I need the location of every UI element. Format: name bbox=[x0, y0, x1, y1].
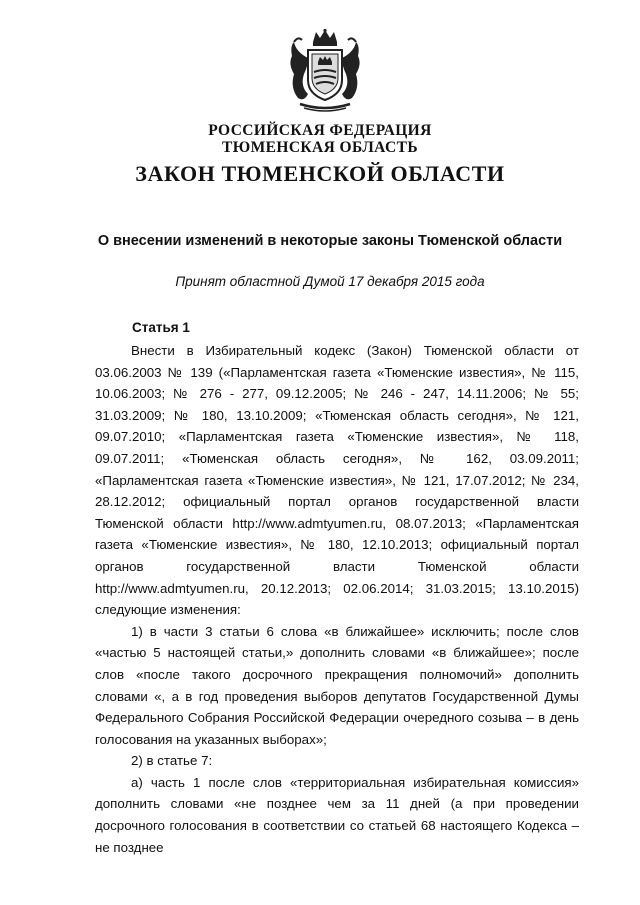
header-country: РОССИЙСКАЯ ФЕДЕРАЦИЯ bbox=[208, 122, 432, 139]
document-title: О внесении изменений в некоторые законы Тюменской области bbox=[97, 233, 563, 249]
coat-of-arms-icon bbox=[286, 28, 364, 112]
article-paragraph: а) часть 1 после слов «территориальная избирательная комиссия» дополнить словами «не позднее чем за 11 дней (а при проведении досрочного голосования в соответствии со статьей 68 настоящего Кодекса – не позднее bbox=[95, 774, 579, 855]
header-region: ТЮМЕНСКАЯ ОБЛАСТЬ bbox=[222, 139, 418, 156]
article-heading: Статья 1 bbox=[132, 320, 190, 335]
article-body bbox=[95, 340, 579, 858]
adoption-note: Принят областной Думой 17 декабря 2015 года bbox=[175, 274, 485, 289]
article-paragraph: 1) в части 3 статьи 6 слова «в ближайшее» исключить; после слов «частью 5 настоящей статьи,» дополнить словами «в ближайшее»; после слов «после такого досрочного прекращения полномочий» дополнить словами «, а в год проведения выборов депутатов Государственной Думы Федерального Собрания Российской Федерации очередного созыва – в день голосования на указанных выборах»; bbox=[95, 623, 579, 747]
article-paragraph: 2) в статье 7: bbox=[131, 753, 213, 769]
header-law-type: ЗАКОН ТЮМЕНСКОЙ ОБЛАСТИ bbox=[135, 161, 505, 186]
article-paragraph: Внести в Избирательный кодекс (Закон) Тюменской области от 03.06.2003 № 139 («Парламентская газета «Тюменские известия», № 115, 10.06.2003; № 276 - 277, 09.12.2005; № 246 - 247, 14.11.2006; № 55; 31.03.2009; № 180, 13.10.2009; «Тюменская область сегодня», № 121, 09.07.2010; «Парламентская газета «Тюменские известия», № 118, 09.07.2011; «Тюменская область сегодня», № 162, 03.09.2011; «Парламентская газета «Тюменские известия», № 121, 17.07.2012; № 234, 28.12.2012; официальный портал органов государственной власти Тюменской области http://www.admtyumen.ru, 08.07.2013; «Парламентская газета «Тюменские известия», № 180, 12.10.2013; официальный портал органов государственной власти Тюменской области http://www.admtyumen.ru, 20.12.2013; 02.06.2014; 31.03.2015; 13.10.2015) следующие изменения: bbox=[95, 343, 579, 618]
